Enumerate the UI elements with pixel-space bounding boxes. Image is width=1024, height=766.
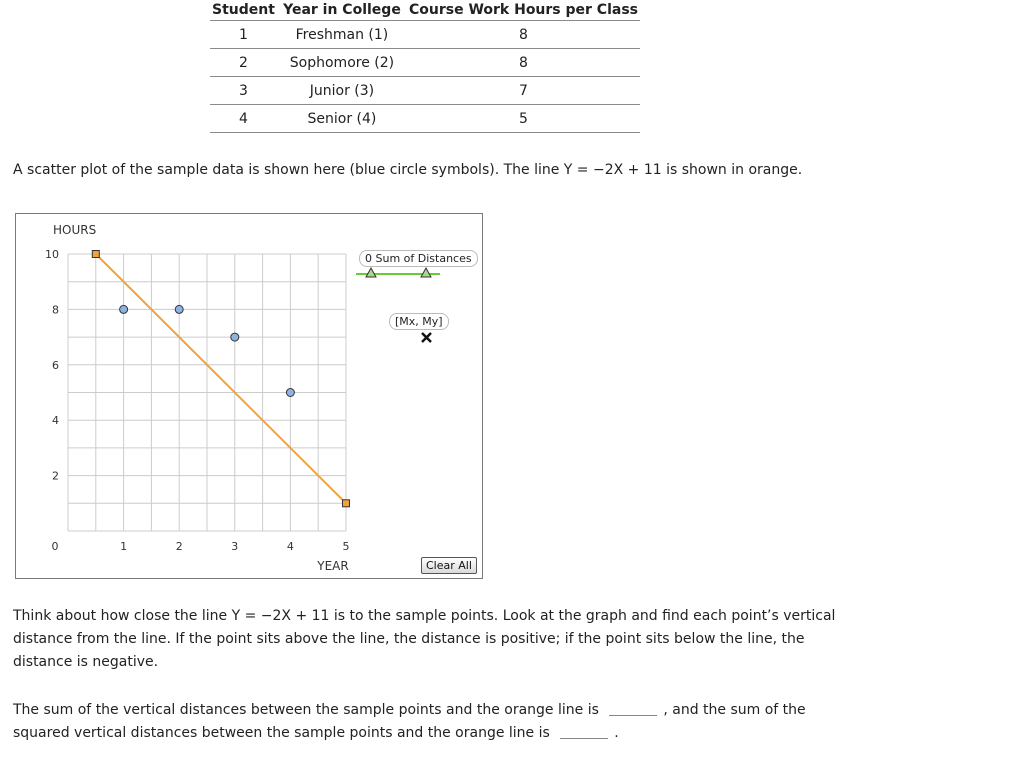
fit-line xyxy=(96,254,346,503)
y-tick-label: 6 xyxy=(52,358,59,372)
line-start-handle[interactable] xyxy=(92,251,99,258)
clear-all-button[interactable]: Clear All xyxy=(421,557,477,574)
sum-distances-answer-blank[interactable] xyxy=(609,701,657,716)
table-row xyxy=(210,21,640,49)
x-tick-label: 1 xyxy=(120,540,128,553)
table-row xyxy=(210,105,640,133)
data-point[interactable] xyxy=(120,305,128,313)
distance-handle-right[interactable] xyxy=(421,268,431,277)
cell-year: Sophomore (2) xyxy=(277,49,407,77)
x-tick-label: 5 xyxy=(342,540,350,553)
header-student: Student xyxy=(210,0,277,21)
table-row xyxy=(210,77,640,105)
x-tick-label: 2 xyxy=(175,540,183,553)
header-year: Year in College xyxy=(277,0,407,21)
cell-student: 2 xyxy=(210,49,277,77)
tick-labels xyxy=(45,248,350,553)
y-tick-label: 4 xyxy=(52,414,59,428)
cell-year: Freshman (1) xyxy=(277,21,407,49)
cell-hours: 8 xyxy=(407,21,640,49)
mean-point-label: [Mx, My] xyxy=(389,313,449,330)
cell-year: Senior (4) xyxy=(277,105,407,133)
cell-hours: 7 xyxy=(407,77,640,105)
graph-panel xyxy=(15,213,483,579)
x-tick-label: 3 xyxy=(231,540,239,553)
distance-handle-left[interactable] xyxy=(366,268,376,277)
cell-student: 1 xyxy=(210,21,277,49)
cell-hours: 8 xyxy=(407,49,640,77)
data-point[interactable] xyxy=(231,333,239,341)
table-row xyxy=(210,49,640,77)
question-part-2: , and the sum of the squared vertical distances between the sample points and the orange line is xyxy=(13,702,806,741)
data-table xyxy=(210,0,640,133)
x-axis-label: YEAR xyxy=(317,559,349,573)
intro-text: A scatter plot of the sample data is shown here (blue circle symbols). The line Y = −2X + 11 is shown in orange. xyxy=(13,162,803,178)
question-part-3: . xyxy=(614,725,619,741)
question-part-1: The sum of the vertical distances between the sample points and the orange line is xyxy=(13,702,599,718)
sum-of-distances-label: 0 Sum of Distances xyxy=(359,250,478,267)
line-end-handle[interactable] xyxy=(343,500,350,507)
scatter-plot[interactable] xyxy=(16,214,482,578)
y-axis-label: HOURS xyxy=(53,223,97,237)
cell-student: 3 xyxy=(210,77,277,105)
mean-marker-icon[interactable] xyxy=(422,333,431,342)
instruction-text: Think about how close the line Y = −2X + 11 is to the sample points. Look at the graph and find each point’s vertical distance from the line. If the point sits above the line, the distance is positive; if the point sits below the line, the distance is negative. xyxy=(13,608,836,670)
y-tick-label: 8 xyxy=(52,303,59,317)
fit-line-group xyxy=(92,251,349,507)
header-hours: Course Work Hours per Class xyxy=(407,0,640,21)
y-tick-label: 10 xyxy=(45,248,59,261)
data-point[interactable] xyxy=(175,305,183,313)
x-tick-label: 4 xyxy=(286,540,294,553)
x-tick-label: 0 xyxy=(51,540,59,553)
cell-student: 4 xyxy=(210,105,277,133)
y-tick-label: 2 xyxy=(52,469,59,483)
data-point[interactable] xyxy=(286,389,294,397)
cell-year: Junior (3) xyxy=(277,77,407,105)
table-header-row xyxy=(210,0,640,21)
grid xyxy=(68,254,346,531)
question-text xyxy=(13,699,833,745)
sum-squared-distances-answer-blank[interactable] xyxy=(560,724,608,739)
cell-hours: 5 xyxy=(407,105,640,133)
